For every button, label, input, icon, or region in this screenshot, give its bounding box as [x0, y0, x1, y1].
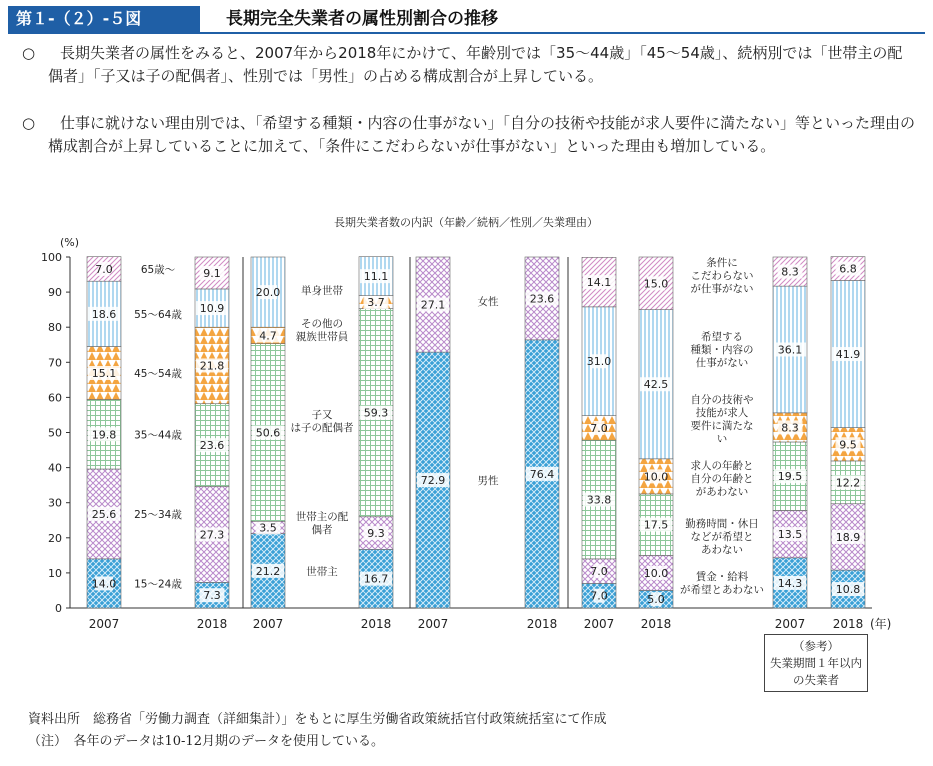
category-label-line: 親族世帯員 — [295, 331, 349, 343]
category-label — [134, 367, 182, 380]
category-label-line: などが希望と — [690, 531, 754, 543]
category-label-line: 種類・内容の — [690, 344, 754, 356]
category-label — [478, 474, 499, 487]
data-label: 50.6 — [255, 426, 281, 440]
data-label: 8.3 — [781, 421, 799, 435]
y-tick-label: 100 — [41, 251, 62, 264]
data-label: 7.0 — [590, 565, 608, 579]
footnote: （注） 各年のデータは10-12月期のデータを使用している。 — [28, 734, 384, 749]
category-label — [296, 317, 349, 343]
data-label: 11.1 — [363, 270, 389, 284]
data-label: 18.9 — [835, 530, 861, 544]
category-label — [141, 263, 175, 276]
data-label: 23.6 — [529, 292, 555, 306]
data-label: 41.9 — [835, 348, 861, 362]
x-tick-label: 2007 — [417, 617, 449, 631]
x-tick-label: 2018 — [526, 617, 558, 631]
category-label-line: 65歳～ — [140, 263, 176, 276]
bullet-text: 仕事に就けない理由別では、「希望する種類・内容の仕事がない」「自分の技術や技能が求人要件に満たない」等といった理由の構成割合が上昇していることに加えて、「条件にこだわらないが仕事がない」といった理由も増加している。 — [48, 114, 916, 155]
category-label-line: 条件に — [706, 257, 738, 269]
data-label: 7.0 — [590, 589, 608, 603]
category-label-line: 単身世帯 — [301, 285, 343, 297]
data-label: 72.9 — [420, 474, 446, 488]
data-label: 14.1 — [586, 276, 612, 290]
data-label: 4.7 — [259, 329, 277, 343]
data-label: 15.0 — [643, 277, 669, 291]
data-label: 18.6 — [91, 307, 117, 321]
x-axis-unit: (年) — [870, 617, 892, 631]
data-label: 7.3 — [203, 589, 221, 603]
category-label-line: 世帯主の配 — [295, 511, 349, 523]
data-label: 7.0 — [95, 262, 113, 276]
y-tick-label: 20 — [48, 531, 62, 545]
x-tick-label: 2018 — [832, 617, 864, 631]
data-label: 23.6 — [199, 439, 225, 453]
data-label: 5.0 — [647, 593, 665, 607]
y-tick-label: 30 — [48, 496, 62, 510]
data-label: 76.4 — [529, 467, 555, 481]
data-label: 59.3 — [363, 406, 389, 420]
data-label: 19.5 — [777, 470, 803, 484]
x-tick-label: 2018 — [360, 617, 392, 631]
x-tick-label: 2007 — [774, 617, 806, 631]
data-label: 27.1 — [420, 298, 446, 312]
category-label-line: 技能が求人 — [695, 407, 749, 419]
y-tick-label: 90 — [48, 286, 62, 300]
category-label — [691, 256, 754, 295]
data-label: 13.5 — [777, 528, 803, 542]
chart-title: 長期失業者数の内訳（年齢／続柄／性別／失業理由） — [334, 216, 598, 229]
category-label — [478, 295, 499, 308]
data-label: 42.5 — [643, 378, 669, 392]
bullet-text: 長期失業者の属性をみると、2007年から2018年にかけて、年齢別では「35～44歳」「45～54歳」、続柄別では「世帯主の配偶者」「子又は子の配偶者」、性別では「男性」の占める構成割合が上昇している。 — [48, 44, 903, 85]
category-label — [691, 393, 754, 445]
category-label-line: い — [716, 433, 728, 445]
source-note: 資料出所 総務省「労働力調査（詳細集計）」をもとに厚生労働省政策統括官付政策統括室にて作成 — [28, 712, 607, 727]
category-label-line: 仕事がない — [695, 357, 749, 369]
data-label: 25.6 — [91, 507, 117, 521]
x-tick-label: 2018 — [640, 617, 672, 631]
category-label — [296, 510, 349, 536]
data-label: 36.1 — [777, 343, 803, 357]
data-label: 10.9 — [199, 302, 225, 316]
category-label-line: こだわらない — [690, 270, 754, 282]
reference-line: （参考） — [793, 639, 839, 653]
data-label: 20.0 — [255, 286, 281, 300]
data-label: 33.8 — [586, 493, 612, 507]
y-tick-label: 60 — [48, 391, 62, 405]
x-tick-label: 2007 — [88, 617, 120, 631]
category-label-line: あわない — [701, 544, 743, 556]
category-label — [291, 409, 354, 434]
category-label — [685, 517, 759, 556]
category-label — [134, 577, 182, 590]
y-tick-label: 0 — [55, 602, 62, 615]
data-label: 9.1 — [203, 266, 221, 280]
data-label: 21.8 — [199, 359, 225, 373]
reference-line: の失業者 — [793, 673, 839, 687]
category-label-line: 自分の技術や — [690, 394, 754, 406]
category-label-line: 世帯主 — [306, 566, 338, 578]
data-label: 9.5 — [839, 438, 857, 452]
data-label: 3.5 — [259, 521, 277, 535]
data-label: 9.3 — [367, 527, 385, 541]
data-label: 31.0 — [586, 355, 612, 369]
y-tick-label: 80 — [48, 321, 62, 335]
y-axis-label: (%) — [60, 236, 80, 249]
category-label — [691, 459, 754, 498]
data-label: 10.0 — [643, 470, 669, 484]
data-label: 6.8 — [839, 262, 857, 276]
category-label-line: 35～44歳 — [134, 429, 182, 442]
category-label-line: 55～64歳 — [134, 308, 182, 321]
y-tick-label: 50 — [48, 426, 62, 440]
category-label-line: 希望する — [701, 331, 743, 343]
category-label-line: 自分の年齢と — [690, 473, 754, 485]
category-label-line: 25～34歳 — [134, 508, 182, 521]
y-tick-label: 70 — [48, 356, 62, 370]
x-tick-label: 2018 — [196, 617, 228, 631]
x-tick-label: 2007 — [583, 617, 615, 631]
category-label — [134, 308, 182, 321]
category-label — [134, 428, 182, 441]
category-label-line: 求人の年齢と — [690, 460, 754, 472]
data-label: 19.8 — [91, 428, 117, 442]
data-label: 17.5 — [643, 518, 669, 532]
category-label-line: が仕事がない — [690, 283, 754, 295]
data-label: 14.3 — [777, 576, 803, 590]
data-label: 12.2 — [835, 476, 861, 490]
category-label-line: 女性 — [477, 296, 499, 308]
data-label: 10.8 — [835, 583, 861, 597]
category-label — [301, 284, 343, 297]
category-label-line: 偶者 — [311, 524, 333, 536]
category-label-line: 15～24歳 — [134, 578, 182, 591]
category-label-line: が希望とあわない — [680, 584, 764, 596]
data-label: 3.7 — [367, 296, 385, 310]
category-label-line: 賃金・給料 — [695, 571, 749, 583]
x-tick-label: 2007 — [252, 617, 284, 631]
category-label — [680, 570, 764, 596]
y-tick-label: 10 — [48, 566, 62, 580]
bullet-mark: ○ — [22, 114, 36, 132]
bullet-mark: ○ — [22, 44, 36, 62]
data-label: 16.7 — [363, 572, 389, 586]
data-label: 27.3 — [199, 528, 225, 542]
category-label — [306, 565, 338, 578]
data-label: 15.1 — [91, 367, 117, 381]
category-label-line: 男性 — [477, 475, 499, 487]
y-tick-label: 40 — [48, 461, 62, 475]
category-label-line: 要件に満たな — [690, 420, 754, 432]
category-label — [691, 330, 754, 369]
category-label-line: その他の — [301, 318, 343, 330]
category-label-line: 45～54歳 — [134, 368, 182, 381]
reference-line: 失業期間１年以内 — [770, 656, 862, 670]
data-label: 8.3 — [781, 265, 799, 279]
category-label-line: があわない — [695, 486, 749, 498]
data-label: 21.2 — [255, 564, 281, 578]
reference-box — [764, 634, 868, 692]
category-label-line: 子又 — [311, 409, 333, 421]
category-label-line: は子の配偶者 — [290, 422, 354, 434]
data-label: 10.0 — [643, 566, 669, 580]
figure-title: 長期完全失業者の属性別割合の推移 — [226, 9, 498, 29]
data-label: 7.0 — [590, 421, 608, 435]
category-label-line: 勤務時間・休日 — [685, 518, 759, 530]
figure-number: 第１-（２）-５図 — [8, 6, 200, 32]
data-label: 14.0 — [91, 577, 117, 591]
category-label — [134, 508, 182, 521]
